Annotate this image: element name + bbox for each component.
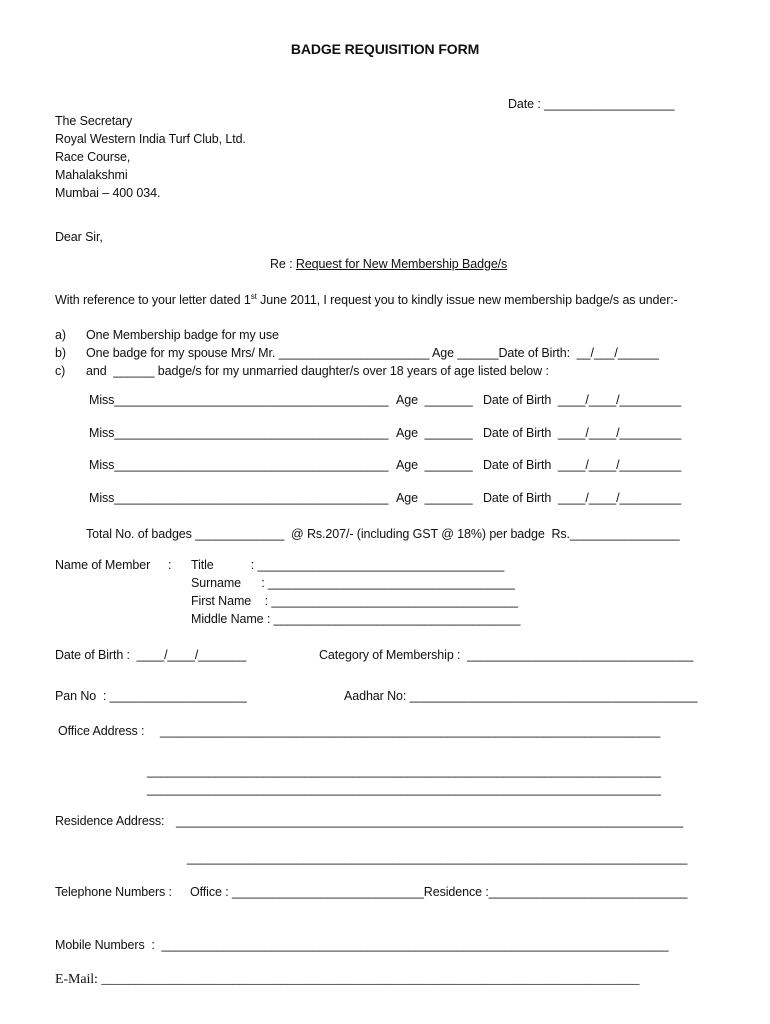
age-field[interactable]: Age _______ — [396, 393, 473, 407]
membership-category-field[interactable]: Category of Membership : _________________________________ — [319, 648, 694, 662]
age-field[interactable]: Age _______ — [396, 458, 473, 472]
office-address-line[interactable]: _________________________________________________________________________ — [160, 724, 661, 738]
telephone-fields[interactable]: Office : ____________________________Residence :_____________________________ — [190, 885, 688, 899]
address-line: Royal Western India Turf Club, Ltd. — [55, 132, 246, 146]
address-line: Race Course, — [55, 150, 131, 164]
date-field[interactable]: Date : ___________________ — [508, 97, 675, 111]
email-field[interactable]: E-Mail: ______________________________________________________________________________ — [55, 972, 640, 987]
list-item-daughter-badges[interactable]: and ______ badge/s for my unmarried daughter/s over 18 years of age listed below : — [86, 364, 549, 378]
salutation: Dear Sir, — [55, 230, 103, 244]
residence-address-line[interactable]: __________________________________________________________________________ — [176, 814, 684, 828]
dob-field[interactable]: Date of Birth ____/____/_________ — [483, 393, 682, 407]
total-badges-line[interactable]: Total No. of badges _____________ @ Rs.207/- (including GST @ 18%) per badge Rs.________________ — [86, 527, 680, 541]
member-name-label: Name of Member — [55, 558, 151, 572]
intro-superscript: st — [250, 291, 257, 301]
list-marker: b) — [55, 346, 66, 360]
intro-paragraph — [55, 292, 678, 308]
address-line: The Secretary — [55, 114, 133, 128]
dob-field[interactable]: Date of Birth ____/____/_________ — [483, 458, 682, 472]
title-field[interactable]: Title : ____________________________________ — [191, 558, 505, 572]
list-marker: c) — [55, 364, 66, 378]
dob-field[interactable]: Date of Birth ____/____/_________ — [483, 426, 682, 440]
first-name-field[interactable]: First Name : ____________________________________ — [191, 594, 519, 608]
pan-field[interactable]: Pan No : ____________________ — [55, 689, 247, 703]
address-line: Mahalakshmi — [55, 168, 128, 182]
member-name-colon: : — [168, 558, 172, 572]
miss-name-field[interactable]: Miss________________________________________ — [89, 393, 389, 407]
subject-line — [270, 256, 507, 272]
member-dob-field[interactable]: Date of Birth : ____/____/_______ — [55, 648, 247, 662]
miss-name-field[interactable]: Miss________________________________________ — [89, 491, 389, 505]
age-field[interactable]: Age _______ — [396, 491, 473, 505]
list-marker: a) — [55, 328, 66, 342]
intro-text: With reference to your letter dated 1 — [55, 293, 251, 307]
list-item-spouse-badge[interactable]: One badge for my spouse Mrs/ Mr. ______________________ Age ______Date of Birth: __/___/______ — [86, 346, 659, 360]
office-address-label: Office Address : — [58, 724, 145, 738]
dob-field[interactable]: Date of Birth ____/____/_________ — [483, 491, 682, 505]
office-address-line[interactable]: ___________________________________________________________________________ — [147, 764, 661, 778]
address-line: Mumbai – 400 034. — [55, 186, 161, 200]
residence-address-label: Residence Address: — [55, 814, 165, 828]
intro-text-cont: June 2011, I request you to kindly issue new membership badge/s as under:- — [256, 293, 678, 307]
office-address-line[interactable]: ___________________________________________________________________________ — [147, 782, 661, 796]
mobile-numbers-field[interactable]: Mobile Numbers : __________________________________________________________________________ — [55, 938, 669, 952]
telephone-label: Telephone Numbers : — [55, 885, 172, 899]
subject-text: Request for New Membership Badge/s — [295, 257, 508, 271]
aadhar-field[interactable]: Aadhar No: __________________________________________ — [344, 689, 698, 703]
residence-address-line[interactable]: _________________________________________________________________________ — [187, 851, 688, 865]
miss-name-field[interactable]: Miss________________________________________ — [89, 426, 389, 440]
form-title: BADGE REQUISITION FORM — [290, 41, 480, 57]
surname-field[interactable]: Surname : ____________________________________ — [191, 576, 515, 590]
miss-name-field[interactable]: Miss________________________________________ — [89, 458, 389, 472]
subject-prefix: Re : — [270, 257, 296, 271]
middle-name-field[interactable]: Middle Name : ____________________________________ — [191, 612, 521, 626]
age-field[interactable]: Age _______ — [396, 426, 473, 440]
list-item-own-badge: One Membership badge for my use — [86, 328, 279, 342]
